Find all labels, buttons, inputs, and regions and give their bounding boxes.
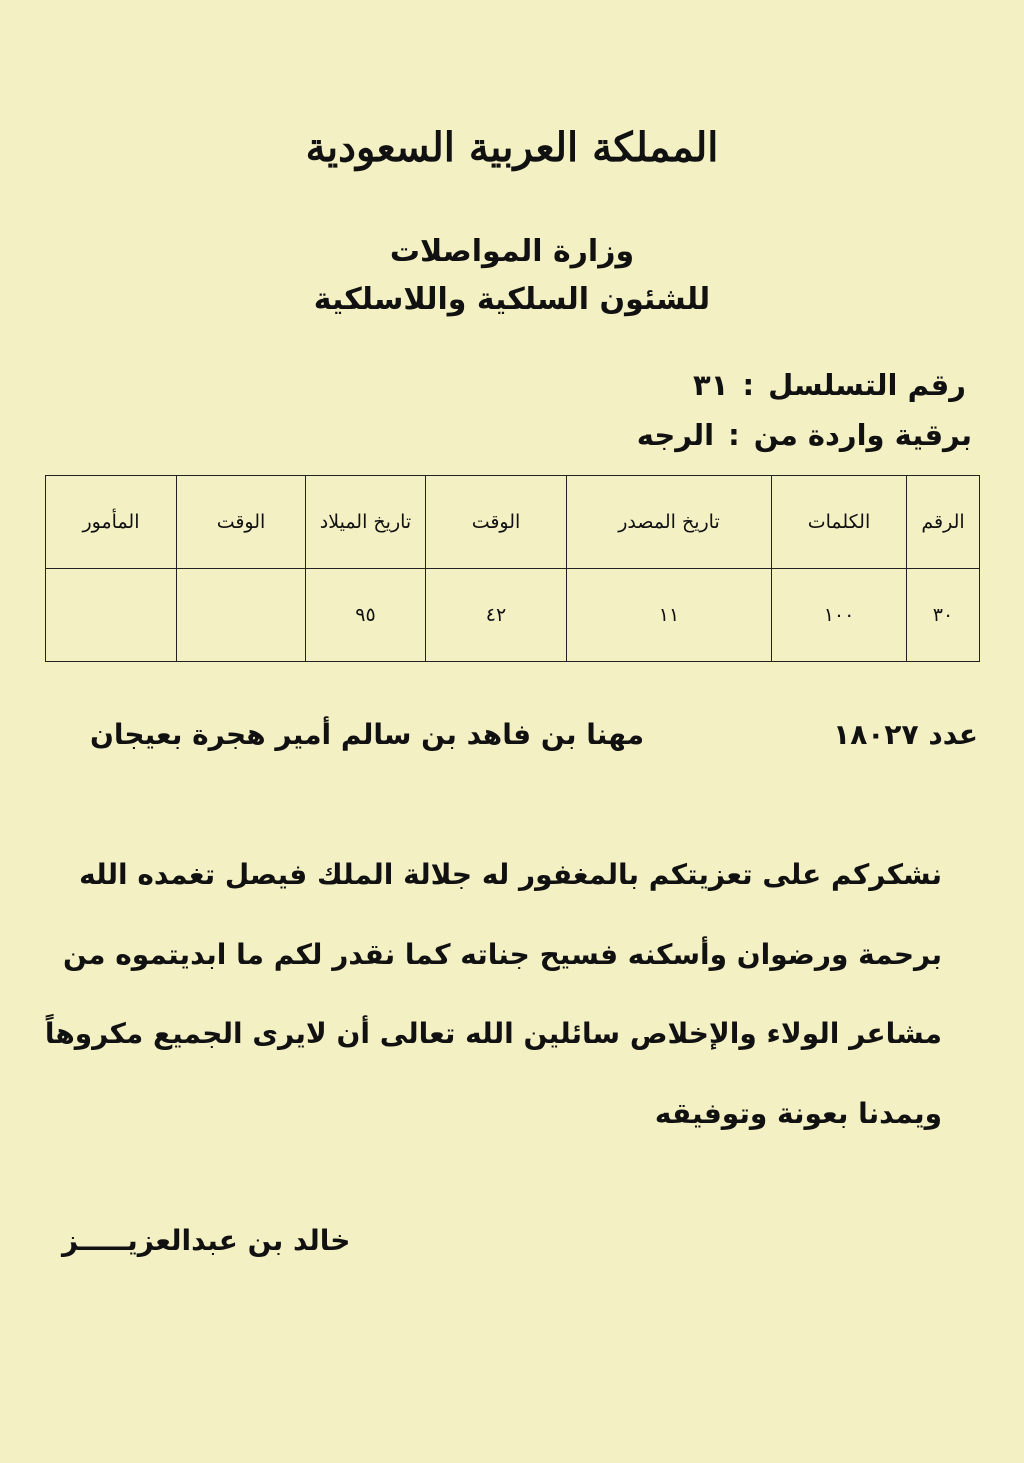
header-source-date: تاريخ المصدر (567, 476, 772, 569)
serial-separator: : (742, 368, 755, 402)
origin-value: الرجه (636, 418, 715, 452)
serial-number (693, 368, 966, 402)
kingdom-title: المملكة العربية السعودية (305, 124, 719, 171)
signature: خالد بن عبدالعزيـــــز (62, 1224, 351, 1257)
message-line-2: برحمة ورضوان وأسكنه فسيح جناته كما نقدر لكم ما ابديتموه من (62, 938, 942, 971)
serial-value: ٣١ (693, 368, 729, 402)
origin-label: برقية واردة من (753, 418, 972, 452)
table-row (46, 569, 980, 662)
message-line-1: نشكركم على تعزيتكم بالمغفور له جلالة الملك فيصل تغمده الله (79, 858, 942, 891)
header-time-2: الوقت (177, 476, 306, 569)
cell-source-date: ١١ (567, 569, 772, 662)
ministry-line-1: وزارة المواصلات (389, 234, 635, 269)
header-number: الرقم (907, 476, 980, 569)
table-header-row (46, 476, 980, 569)
message-line-4: ويمدنا بعونة وتوفيقه (654, 1097, 942, 1130)
ministry-heading (0, 228, 1024, 324)
cell-number: ٣٠ (907, 569, 980, 662)
cell-gregorian-date: ٩٥ (306, 569, 426, 662)
serial-label: رقم التسلسل (768, 368, 966, 402)
cell-time-2 (177, 569, 306, 662)
header-time: الوقت (426, 476, 567, 569)
cell-officer (46, 569, 177, 662)
recipient: مهنا بن فاهد بن سالم أمير هجرة بعيجان (90, 718, 645, 751)
cell-words: ١٠٠ (772, 569, 907, 662)
header-words: الكلمات (772, 476, 907, 569)
header-officer: المأمور (46, 476, 177, 569)
origin-separator: : (728, 418, 740, 452)
cell-time: ٤٢ (426, 569, 567, 662)
header-gregorian-date: تاريخ الميلاد (306, 476, 426, 569)
message-count: عدد ١٨٠٢٧ (833, 718, 978, 751)
message-line-3: مشاعر الولاء والإخلاص سائلين الله تعالى أن لايرى الجميع مكروهاً (44, 1017, 942, 1050)
ministry-line-2: للشئون السلكية واللاسلكية (313, 282, 711, 317)
telegram-origin (637, 418, 972, 452)
telegram-details-table (45, 475, 980, 662)
